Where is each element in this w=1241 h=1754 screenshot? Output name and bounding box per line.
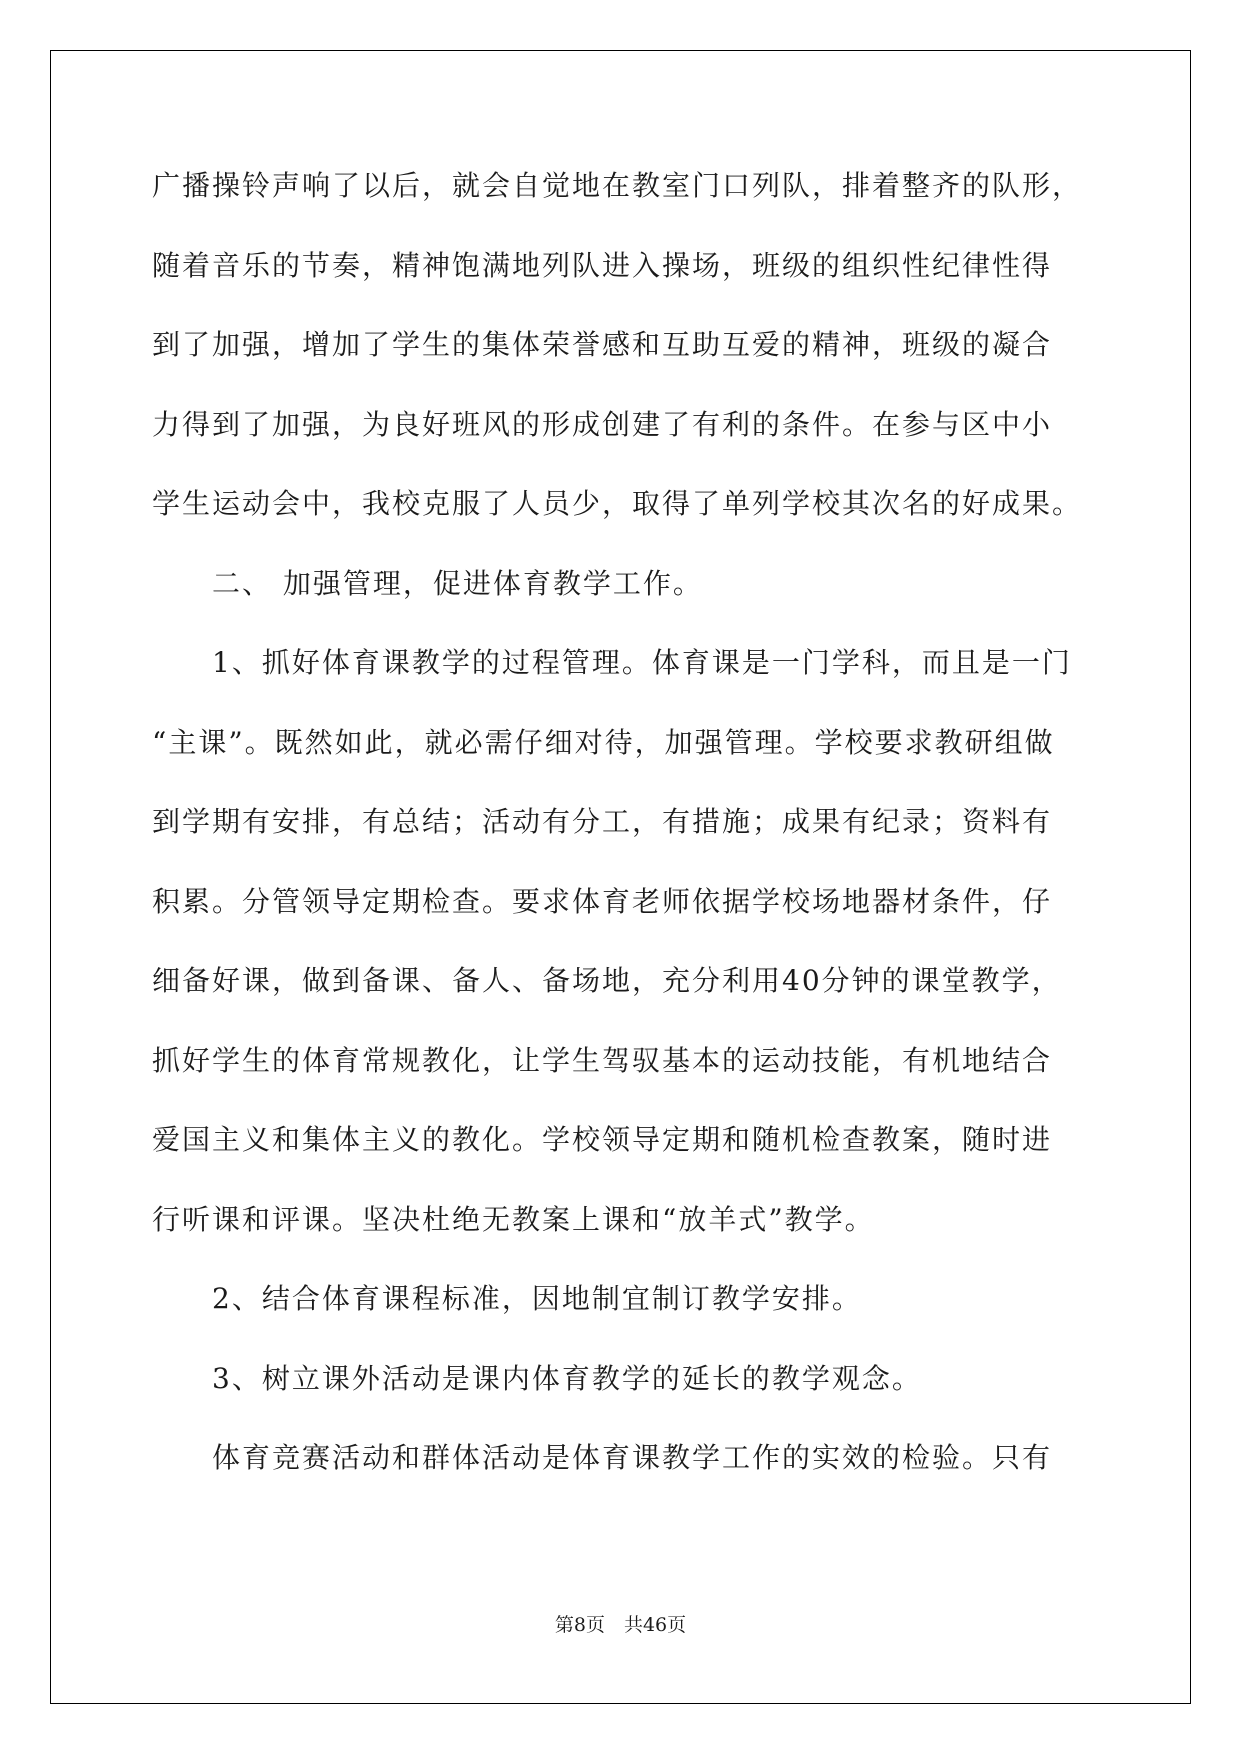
section-heading: 二、 加强管理，促进体育教学工作。 [152, 566, 703, 600]
text-line: 1、抓好体育课教学的过程管理。体育课是一门学科，而且是一门 [152, 646, 1072, 679]
text-line: 细备好课，做到备课、备人、备场地，充分利用40分钟的课堂教学， [152, 964, 1062, 997]
text-line: 爱国主义和集体主义的教化。学校领导定期和随机检查教案，随时进 [152, 1123, 1053, 1156]
text-line: 到了加强，增加了学生的集体荣誉感和互助互爱的精神，班级的凝合 [152, 328, 1053, 361]
text-line: 积累。分管领导定期检查。要求体育老师依据学校场地器材条件，仔 [152, 884, 1053, 918]
text-line: 到学期有安排，有总结；活动有分工，有措施；成果有纪录；资料有 [152, 805, 1053, 838]
text-line: 行听课和评课。坚决杜绝无教案上课和“放羊式”教学。 [152, 1202, 875, 1236]
body-text [152, 166, 1092, 1518]
text-line: 体育竞赛活动和群体活动是体育课教学工作的实效的检验。只有 [152, 1441, 1053, 1474]
text-line: 抓好学生的体育常规教化，让学生驾驭基本的运动技能，有机地结合 [152, 1043, 1053, 1077]
text-line: 随着音乐的节奏，精神饱满地列队进入操场，班级的组织性纪律性得 [152, 248, 1053, 282]
text-line: “主课”。既然如此，就必需仔细对待，加强管理。学校要求教研组做 [152, 725, 1055, 759]
text-line: 学生运动会中，我校克服了人员少，取得了单列学校其次名的好成果。 [152, 487, 1083, 520]
text-line: 广播操铃声响了以后，就会自觉地在教室门口列队，排着整齐的队形， [152, 169, 1083, 202]
page-number-footer: 第8页 共46页 [554, 1614, 687, 1636]
text-line: 力得到了加强，为良好班风的形成创建了有利的条件。在参与区中小 [152, 407, 1053, 441]
text-line: 3、树立课外活动是课内体育教学的延长的教学观念。 [152, 1361, 922, 1395]
text-line: 2、结合体育课程标准，因地制宜制订教学安排。 [152, 1282, 862, 1315]
